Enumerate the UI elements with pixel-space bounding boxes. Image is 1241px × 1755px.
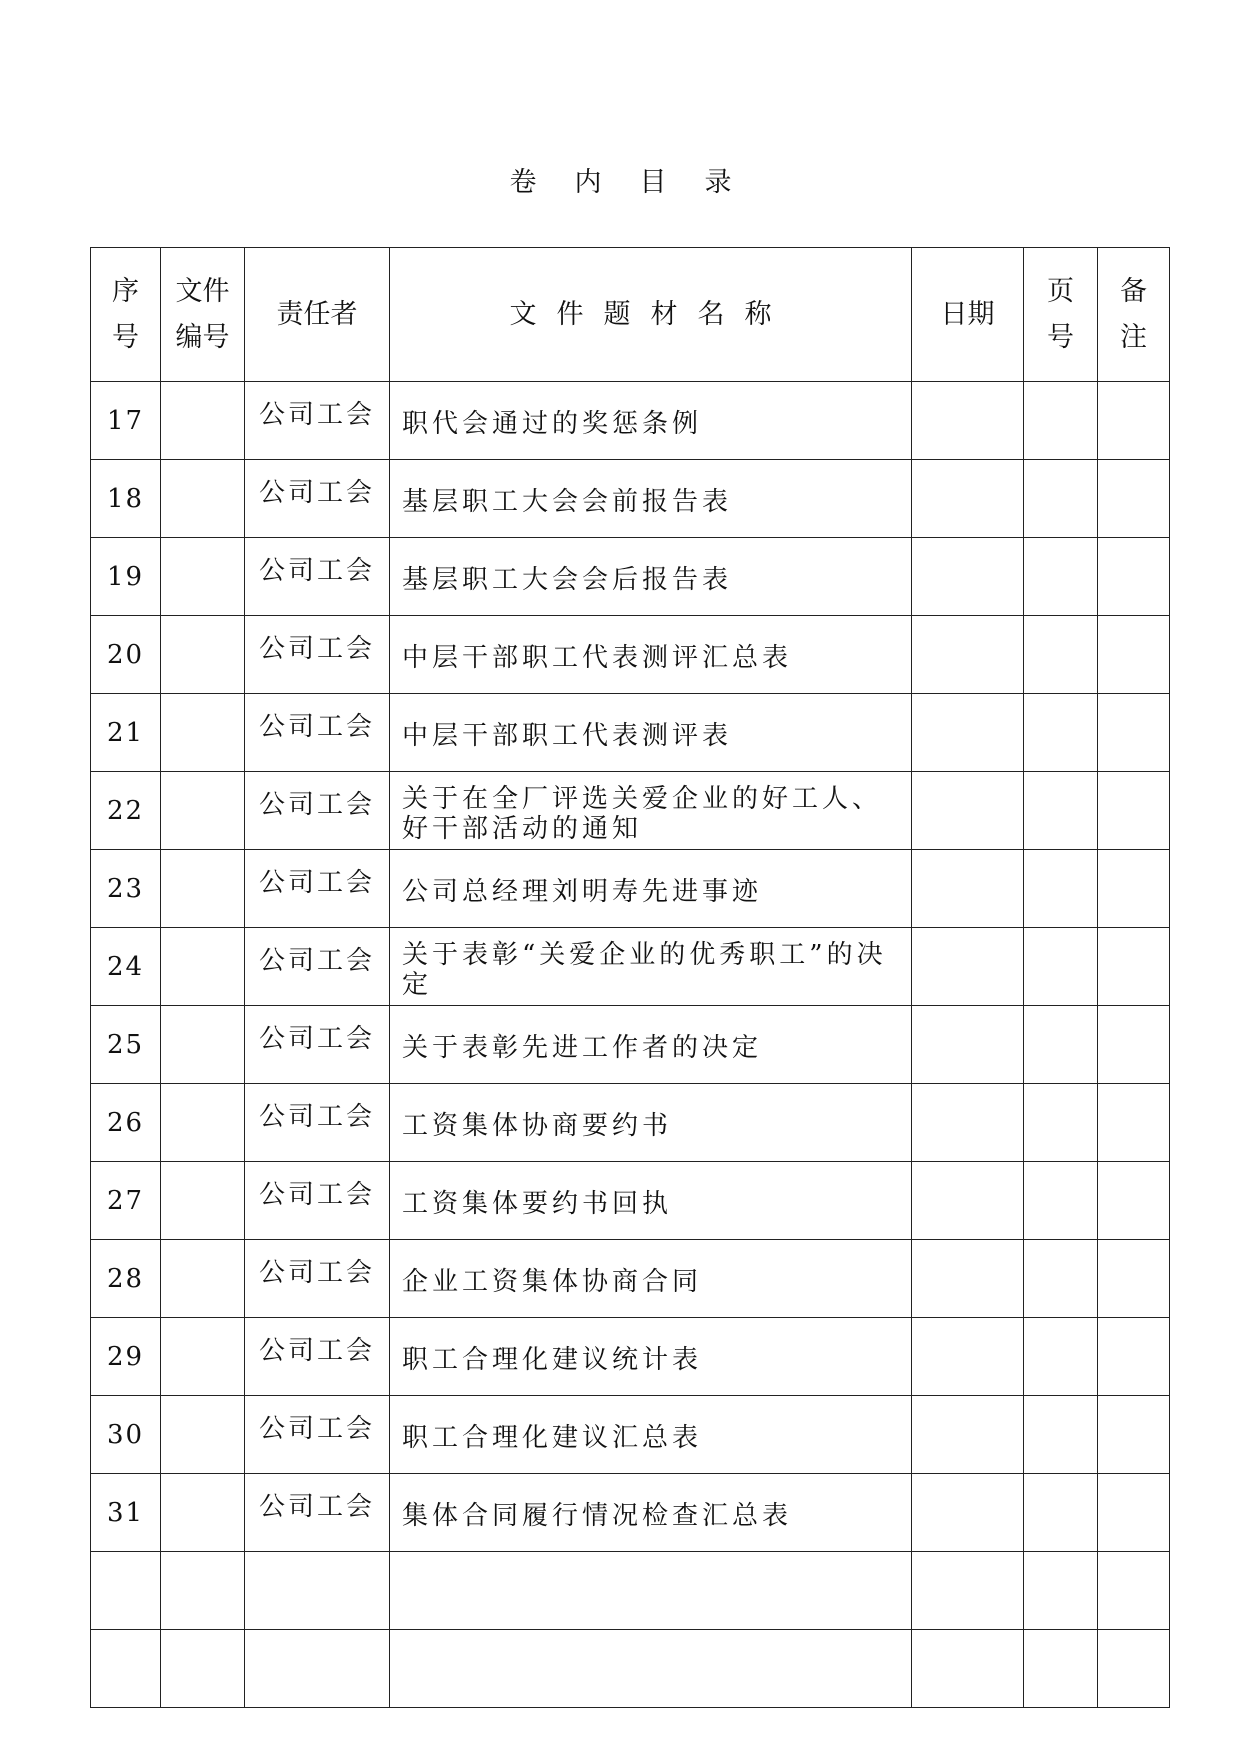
cell-seq: 31	[91, 1474, 161, 1552]
cell-responsible	[245, 1552, 390, 1630]
cell-date	[912, 460, 1024, 538]
cell-remarks	[1098, 928, 1170, 1006]
cell-doc-title	[390, 1630, 912, 1708]
cell-date	[912, 1552, 1024, 1630]
cell-seq	[91, 1552, 161, 1630]
cell-page	[1024, 1396, 1098, 1474]
cell-remarks	[1098, 1630, 1170, 1708]
cell-doc-title: 基层职工大会会前报告表	[390, 460, 912, 538]
page-title: 卷内目录	[509, 167, 770, 198]
table-body	[91, 382, 1170, 1708]
cell-seq	[91, 1630, 161, 1708]
cell-doc-title: 企业工资集体协商合同	[390, 1240, 912, 1318]
cell-remarks	[1098, 538, 1170, 616]
cell-page	[1024, 1552, 1098, 1630]
cell-seq: 20	[91, 616, 161, 694]
cell-doc-title	[390, 1552, 912, 1630]
table-row	[91, 1552, 1170, 1630]
cell-date	[912, 694, 1024, 772]
table-row	[91, 928, 1170, 1006]
cell-page	[1024, 1474, 1098, 1552]
cell-date	[912, 850, 1024, 928]
cell-responsible: 公司工会	[245, 538, 390, 616]
cell-page	[1024, 772, 1098, 850]
header-responsible: 责任者	[245, 248, 390, 382]
cell-date	[912, 1630, 1024, 1708]
cell-date	[912, 928, 1024, 1006]
table-row	[91, 1006, 1170, 1084]
cell-doc-title: 关于表彰先进工作者的决定	[390, 1006, 912, 1084]
cell-doc-title: 公司总经理刘明寿先进事迹	[390, 850, 912, 928]
cell-doc-no	[161, 460, 245, 538]
table-row	[91, 1318, 1170, 1396]
cell-responsible: 公司工会	[245, 928, 390, 1006]
cell-seq: 30	[91, 1396, 161, 1474]
cell-doc-title: 职代会通过的奖惩条例	[390, 382, 912, 460]
cell-date	[912, 1240, 1024, 1318]
cell-seq: 27	[91, 1162, 161, 1240]
cell-doc-title: 中层干部职工代表测评表	[390, 694, 912, 772]
cell-page	[1024, 382, 1098, 460]
cell-doc-title: 关于在全厂评选关爱企业的好工人、好干部活动的通知	[390, 772, 912, 850]
header-row	[91, 248, 1170, 382]
cell-page	[1024, 694, 1098, 772]
cell-doc-title: 工资集体协商要约书	[390, 1084, 912, 1162]
cell-responsible: 公司工会	[245, 1396, 390, 1474]
table-row	[91, 1162, 1170, 1240]
cell-remarks	[1098, 772, 1170, 850]
cell-date	[912, 538, 1024, 616]
table-row	[91, 616, 1170, 694]
cell-page	[1024, 538, 1098, 616]
cell-date	[912, 1318, 1024, 1396]
cell-doc-no	[161, 1318, 245, 1396]
cell-doc-title: 基层职工大会会后报告表	[390, 538, 912, 616]
cell-date	[912, 1084, 1024, 1162]
table-row	[91, 772, 1170, 850]
cell-seq: 17	[91, 382, 161, 460]
cell-responsible: 公司工会	[245, 1084, 390, 1162]
cell-responsible: 公司工会	[245, 382, 390, 460]
cell-remarks	[1098, 1552, 1170, 1630]
cell-doc-no	[161, 1162, 245, 1240]
header-doc-no: 文件编号	[161, 248, 245, 382]
cell-date	[912, 616, 1024, 694]
cell-remarks	[1098, 1318, 1170, 1396]
cell-responsible: 公司工会	[245, 1006, 390, 1084]
cell-doc-no	[161, 772, 245, 850]
cell-remarks	[1098, 616, 1170, 694]
cell-date	[912, 1474, 1024, 1552]
header-seq: 序号	[91, 248, 161, 382]
cell-seq: 23	[91, 850, 161, 928]
cell-remarks	[1098, 1006, 1170, 1084]
table-row	[91, 1240, 1170, 1318]
cell-seq: 19	[91, 538, 161, 616]
cell-doc-title: 集体合同履行情况检查汇总表	[390, 1474, 912, 1552]
cell-page	[1024, 1240, 1098, 1318]
table-row	[91, 1396, 1170, 1474]
cell-doc-title: 工资集体要约书回执	[390, 1162, 912, 1240]
cell-doc-no	[161, 1552, 245, 1630]
cell-doc-title: 职工合理化建议汇总表	[390, 1396, 912, 1474]
cell-doc-no	[161, 1474, 245, 1552]
cell-date	[912, 382, 1024, 460]
cell-responsible: 公司工会	[245, 1162, 390, 1240]
cell-seq: 18	[91, 460, 161, 538]
table-row	[91, 1630, 1170, 1708]
cell-seq: 21	[91, 694, 161, 772]
cell-doc-title: 关于表彰“关爱企业的优秀职工”的决定	[390, 928, 912, 1006]
cell-doc-no	[161, 1006, 245, 1084]
cell-seq: 24	[91, 928, 161, 1006]
cell-page	[1024, 850, 1098, 928]
cell-doc-no	[161, 850, 245, 928]
cell-page	[1024, 1006, 1098, 1084]
cell-responsible: 公司工会	[245, 1240, 390, 1318]
table-row	[91, 1474, 1170, 1552]
cell-remarks	[1098, 1396, 1170, 1474]
table-row	[91, 694, 1170, 772]
cell-seq: 22	[91, 772, 161, 850]
catalog-table	[90, 247, 1170, 1708]
cell-doc-no	[161, 1630, 245, 1708]
cell-doc-no	[161, 1396, 245, 1474]
cell-remarks	[1098, 694, 1170, 772]
header-date: 日期	[912, 248, 1024, 382]
cell-doc-no	[161, 1084, 245, 1162]
cell-date	[912, 1396, 1024, 1474]
cell-remarks	[1098, 1084, 1170, 1162]
cell-responsible: 公司工会	[245, 1318, 390, 1396]
table-row	[91, 1084, 1170, 1162]
cell-doc-no	[161, 538, 245, 616]
cell-remarks	[1098, 850, 1170, 928]
cell-date	[912, 1006, 1024, 1084]
cell-responsible: 公司工会	[245, 1474, 390, 1552]
cell-doc-no	[161, 694, 245, 772]
header-page: 页号	[1024, 248, 1098, 382]
cell-responsible: 公司工会	[245, 850, 390, 928]
cell-doc-no	[161, 382, 245, 460]
cell-page	[1024, 616, 1098, 694]
cell-remarks	[1098, 1474, 1170, 1552]
cell-remarks	[1098, 1162, 1170, 1240]
table-row	[91, 538, 1170, 616]
cell-date	[912, 1162, 1024, 1240]
cell-page	[1024, 1162, 1098, 1240]
cell-responsible: 公司工会	[245, 460, 390, 538]
cell-doc-title: 中层干部职工代表测评汇总表	[390, 616, 912, 694]
cell-seq: 26	[91, 1084, 161, 1162]
cell-doc-no	[161, 928, 245, 1006]
cell-responsible: 公司工会	[245, 694, 390, 772]
cell-page	[1024, 1318, 1098, 1396]
cell-seq: 28	[91, 1240, 161, 1318]
cell-responsible: 公司工会	[245, 772, 390, 850]
table-row	[91, 850, 1170, 928]
cell-remarks	[1098, 382, 1170, 460]
cell-doc-no	[161, 616, 245, 694]
cell-page	[1024, 1084, 1098, 1162]
cell-responsible: 公司工会	[245, 616, 390, 694]
cell-responsible	[245, 1630, 390, 1708]
cell-date	[912, 772, 1024, 850]
table-row	[91, 382, 1170, 460]
cell-remarks	[1098, 460, 1170, 538]
header-remarks: 备注	[1098, 248, 1170, 382]
cell-page	[1024, 1630, 1098, 1708]
cell-doc-no	[161, 1240, 245, 1318]
cell-remarks	[1098, 1240, 1170, 1318]
cell-page	[1024, 460, 1098, 538]
cell-doc-title: 职工合理化建议统计表	[390, 1318, 912, 1396]
cell-seq: 29	[91, 1318, 161, 1396]
cell-page	[1024, 928, 1098, 1006]
cell-seq: 25	[91, 1006, 161, 1084]
header-doc-title: 文件题材名称	[390, 248, 912, 382]
table-row	[91, 460, 1170, 538]
